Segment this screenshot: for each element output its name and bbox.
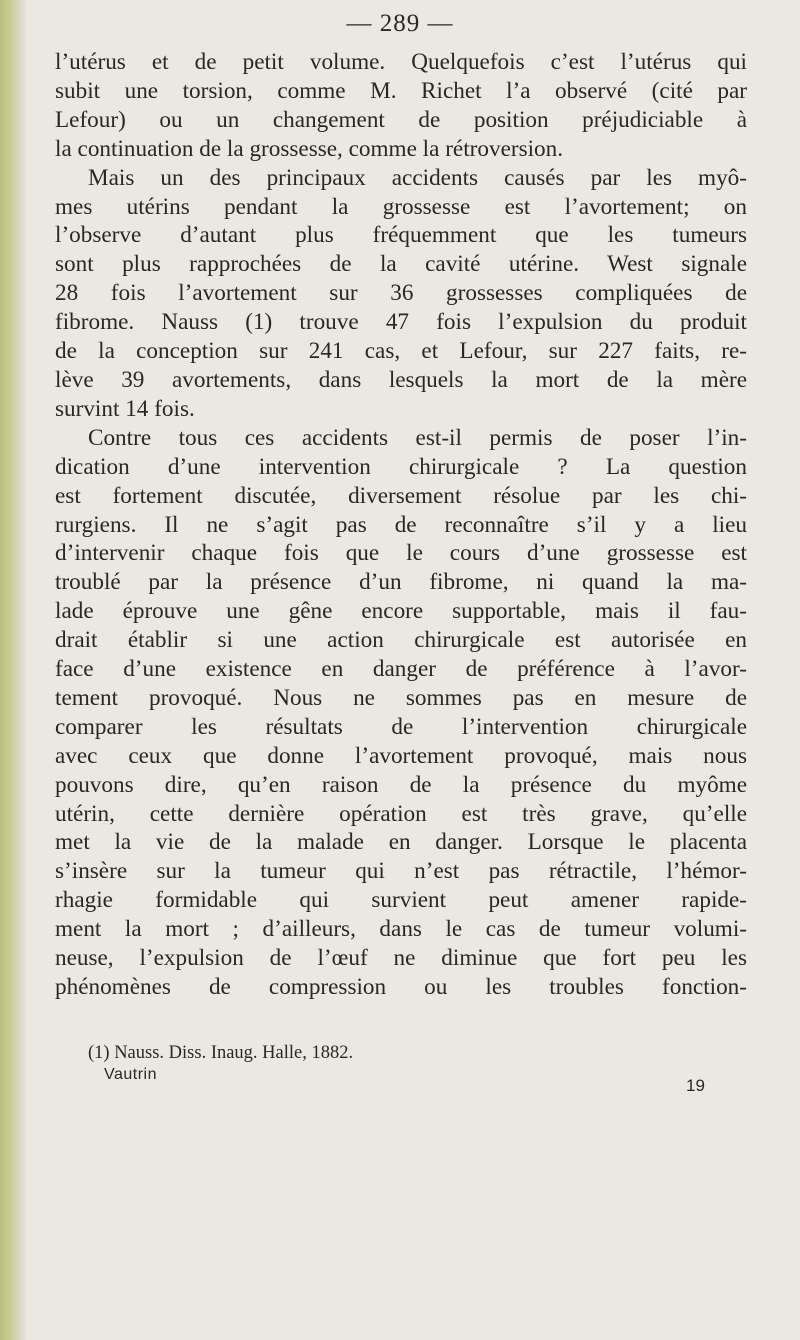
text-line: face d’une existence en danger de préférence à l’avor- bbox=[55, 656, 747, 683]
text-line: tement provoqué. Nous ne sommes pas en mesure de bbox=[55, 684, 747, 711]
text-line: l’observe d’autant plus fréquemment que les tumeurs bbox=[55, 222, 747, 249]
text-line: dication d’une intervention chirurgicale ? La question bbox=[55, 453, 747, 480]
signature-name: Vautrin bbox=[104, 1066, 158, 1083]
text-line: d’intervenir chaque fois que le cours d’une grossesse est bbox=[55, 540, 747, 567]
text-line: phénomènes de compression ou les troubles fonction- bbox=[55, 974, 747, 1000]
body-text bbox=[55, 48, 747, 1002]
text-line: sont plus rapprochées de la cavité utérine. West signale bbox=[55, 251, 747, 278]
signature-mark: 19 bbox=[686, 1076, 705, 1095]
text-line: utérin, cette dernière opération est très grave, qu’elle bbox=[55, 800, 747, 827]
text-line: la continuation de la grossesse, comme la rétroversion. bbox=[55, 135, 564, 162]
text-line: survint 14 fois. bbox=[55, 395, 195, 422]
text-line: rhagie formidable qui survient peut amener rapide- bbox=[55, 887, 747, 914]
text-line: Contre tous ces accidents est-il permis de poser l’in- bbox=[88, 424, 747, 451]
book-binding-edge bbox=[0, 0, 26, 1340]
text-line: Lefour) ou un changement de position préjudiciable à bbox=[55, 106, 747, 133]
text-line: fibrome. Nauss (1) trouve 47 fois l’expulsion du produit bbox=[55, 309, 747, 336]
text-line: mes utérins pendant la grossesse est l’avortement; on bbox=[55, 193, 747, 220]
text-line: avec ceux que donne l’avortement provoqué, mais nous bbox=[55, 742, 747, 769]
text-line: troublé par la présence d’un fibrome, ni quand la ma- bbox=[55, 569, 747, 596]
footnote: (1) Nauss. Diss. Inaug. Halle, 1882. bbox=[88, 1043, 354, 1063]
text-line: pouvons dire, qu’en raison de la présence du myôme bbox=[55, 771, 747, 798]
text-line: subit une torsion, comme M. Richet l’a observé (cité par bbox=[55, 77, 747, 104]
text-line: neuse, l’expulsion de l’œuf ne diminue que fort peu les bbox=[55, 945, 747, 972]
text-line: comparer les résultats de l’intervention chirurgicale bbox=[55, 713, 747, 740]
text-line: s’insère sur la tumeur qui n’est pas rétractile, l’hémor- bbox=[55, 858, 747, 885]
text-line: lade éprouve une gêne encore supportable, mais il fau- bbox=[55, 598, 747, 625]
text-line: de la conception sur 241 cas, et Lefour, sur 227 faits, re- bbox=[55, 338, 747, 365]
text-line: 28 fois l’avortement sur 36 grossesses compliquées de bbox=[55, 280, 747, 307]
text-line: drait établir si une action chirurgicale est autorisée en bbox=[55, 627, 747, 654]
text-line: lève 39 avortements, dans lesquels la mort de la mère bbox=[55, 366, 747, 393]
text-line: rurgiens. Il ne s’agit pas de reconnaître s’il y a lieu bbox=[55, 511, 747, 538]
text-line: l’utérus et de petit volume. Quelquefois c’est l’utérus qui bbox=[55, 49, 747, 75]
text-line: ment la mort ; d’ailleurs, dans le cas de tumeur volumi- bbox=[55, 916, 747, 943]
text-line: met la vie de la malade en danger. Lorsque le placenta bbox=[55, 829, 747, 856]
text-line: Mais un des principaux accidents causés par les myô- bbox=[88, 164, 747, 191]
text-line: est fortement discutée, diversement résolue par les chi- bbox=[55, 482, 747, 509]
page-number-header: — 289 — bbox=[346, 10, 454, 37]
